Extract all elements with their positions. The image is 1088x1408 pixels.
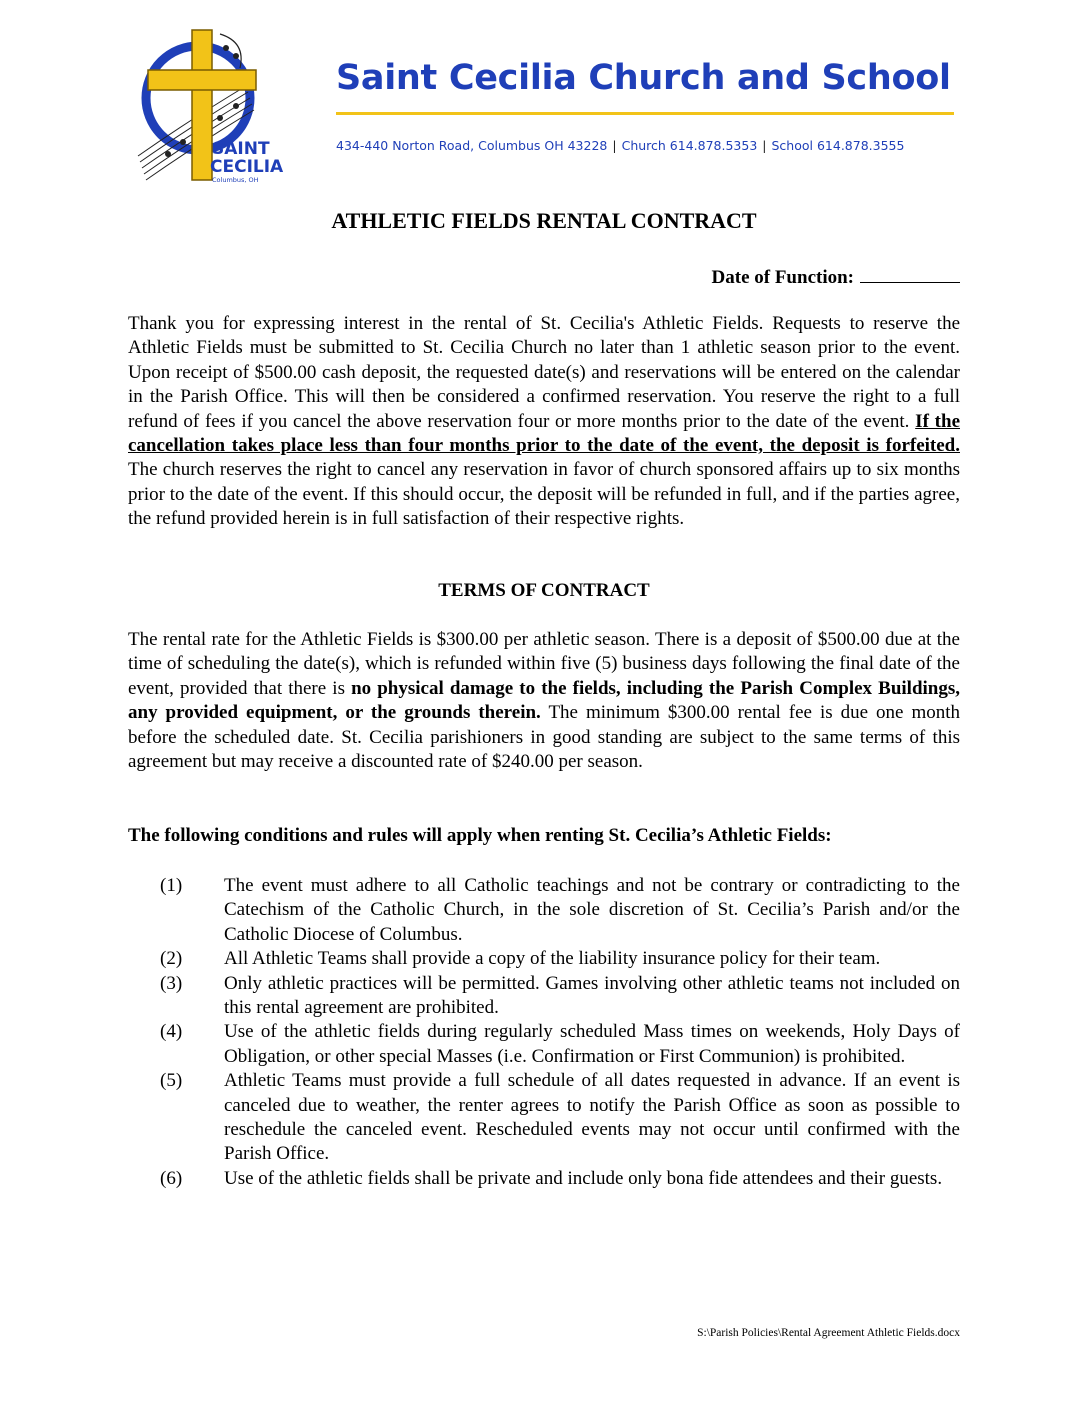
rule-text: All Athletic Teams shall provide a copy of the liability insurance policy for their team. xyxy=(224,948,881,970)
rules-list xyxy=(128,874,960,1191)
rule-item xyxy=(128,1069,960,1167)
separator: | xyxy=(762,138,767,153)
rule-number: (5) xyxy=(160,1070,183,1092)
intro-paragraph: Thank you for expressing interest in the rental of St. Cecilia's Athletic Fields. Requests to reserve the Athletic Fields must be submitted to St. Cecilia Church no later than 1 athletic season prior to the event. Upon receipt of $500.00 cash deposit, the requested date(s) and reservations will be entered on the calendar in the Parish Office. This will then be considered a confirmed reservation. You reserve the right to a full refund of fees if you cancel the above reservation four or more months prior to the date of the event. If the cancellation takes place less than four months prior to the date of the event, the deposit is forfeited. The church reserves the right to cancel any reservation in favor of church sponsored affairs up to six months prior to the date of the event. If this should occur, the deposit will be refunded in full, and if the parties agree, the refund provided herein is in full satisfaction of their respective rights. xyxy=(128,313,960,530)
rule-item xyxy=(128,972,960,1021)
logo-text-cecilia: CECILIA xyxy=(210,157,284,177)
date-blank-field xyxy=(860,264,960,283)
terms-heading: TERMS OF CONTRACT xyxy=(438,580,650,601)
rule-number: (1) xyxy=(160,875,183,896)
forfeit-notice: If the cancellation takes place less than four months prior to the date of the event, the deposit is forfeited. xyxy=(128,410,960,457)
saint-cecilia-logo xyxy=(128,26,298,202)
rule-item xyxy=(128,1167,960,1191)
date-of-function xyxy=(712,264,960,289)
document-title: ATHLETIC FIELDS RENTAL CONTRACT xyxy=(331,208,757,233)
date-label: Date of Function: xyxy=(711,267,854,288)
rule-text: Use of the athletic fields shall be private and include only bona fide attendees and their guests. xyxy=(224,1167,943,1189)
rule-item xyxy=(128,1020,960,1069)
header-divider xyxy=(336,112,954,115)
rule-text: Use of the athletic fields during regularly scheduled Mass times on weekends, Holy Days of Obligation, or other special Masses (i.e. Confirmation or First Communion) is prohibited. xyxy=(224,1021,960,1067)
address: 434-440 Norton Road, Columbus OH 43228 xyxy=(336,138,608,153)
rule-number: (2) xyxy=(160,948,183,970)
rule-text: The event must adhere to all Catholic teachings and not be contrary or contradicting to the Catechism of the Catholic Church, in the sole discretion of St. Cecilia’s Parish and/or the Catholic Diocese of Columbus. xyxy=(224,875,960,945)
logo-text-saint: SAINT xyxy=(212,139,270,159)
terms-paragraph: The rental rate for the Athletic Fields is $300.00 per athletic season. There is a deposit of $500.00 due at the time of scheduling the date(s), which is refunded within five (5) business days following the final date of the event, provided that there is no physical damage to the fields, including the Parish Complex Buildings, any provided equipment, or the grounds therein. The minimum $300.00 rental fee is due one month before the scheduled date. St. Cecilia parishioners in good standing are subject to the same terms of this agreement but may receive a discounted rate of $240.00 per season. xyxy=(128,629,960,773)
rule-number: (4) xyxy=(160,1021,183,1043)
rule-number: (3) xyxy=(160,972,183,994)
contact-line xyxy=(336,138,976,153)
rule-text: Only athletic practices will be permitted. Games involving other athletic teams not included on this rental agreement are prohibited. xyxy=(224,972,960,1019)
church-phone: Church 614.878.5353 xyxy=(621,138,758,153)
separator: | xyxy=(612,138,617,153)
org-name: Saint Cecilia Church and School xyxy=(336,58,951,98)
rule-text: Athletic Teams must provide a full schedule of all dates requested in advance. If an event is canceled due to weather, the renter agrees to notify the Parish Office as soon as possible to reschedule the canceled event. Rescheduled events may not occur until confirmed with the Parish Office. xyxy=(224,1070,960,1165)
school-phone: School 614.878.3555 xyxy=(771,138,905,153)
damage-clause: no physical damage to the fields, including the Parish Complex Buildings, any provided equipment, or the grounds therein. xyxy=(128,677,960,724)
rule-item xyxy=(128,947,960,971)
rule-number: (6) xyxy=(160,1167,183,1189)
conditions-heading: The following conditions and rules will apply when renting St. Cecilia’s Athletic Fields: xyxy=(128,825,832,846)
logo-text-location: Columbus, OH xyxy=(212,176,259,184)
rule-item xyxy=(128,874,960,947)
file-path-footer: S:\Parish Policies\Rental Agreement Athletic Fields.docx xyxy=(697,1327,960,1339)
